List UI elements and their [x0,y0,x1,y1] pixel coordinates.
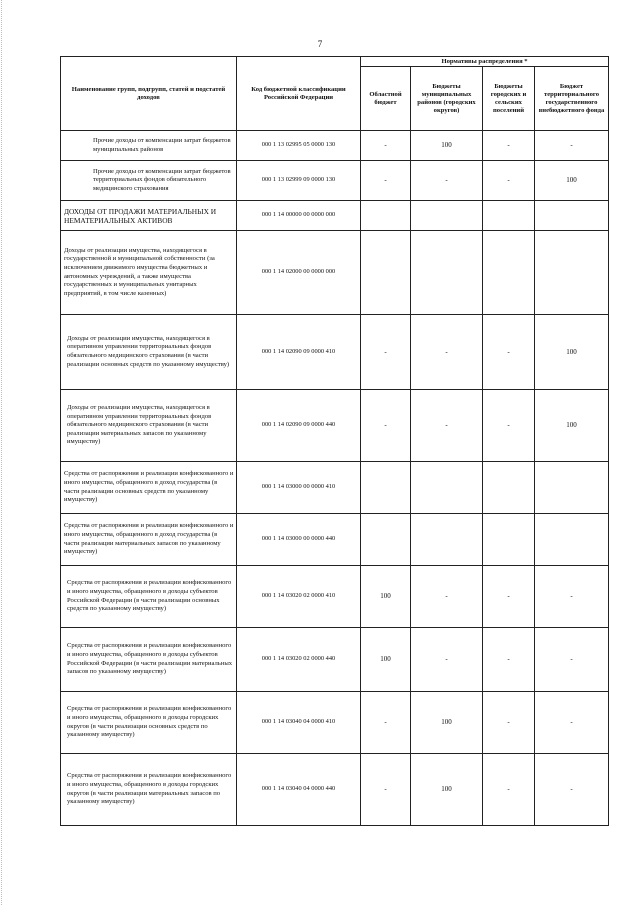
row-municipal: 100 [411,692,483,754]
row-settlements [483,201,535,231]
row-fund [535,462,609,514]
row-code: 000 1 14 03020 02 0000 410 [237,566,361,628]
table-row [61,161,609,201]
row-regional: 100 [361,628,411,692]
revenue-distribution-table [60,56,609,826]
row-name: Средства от распоряжения и реализации конфискованного и иного имущества, обращенного в доходы городских округов (в части реализации материальных запасов по указанному имуществу) [61,754,237,826]
page-number: 7 [317,39,323,49]
row-settlements: - [483,566,535,628]
table-row [61,514,609,566]
table-row [61,462,609,514]
row-regional: - [361,131,411,161]
row-regional: - [361,390,411,462]
row-settlements [483,231,535,315]
row-code: 000 1 14 03040 04 0000 410 [237,692,361,754]
table-row [61,131,609,161]
row-fund [535,201,609,231]
row-municipal [411,201,483,231]
table-row [61,231,609,315]
row-code: 000 1 14 03000 00 0000 410 [237,462,361,514]
row-name: Доходы от реализации имущества, находящегося в оперативном управлении территориальных фондов обязательного медицинского страхования (в части реализации материальных запасов по указанному имуществу) [61,390,237,462]
table-row [61,390,609,462]
table-row [61,201,609,231]
row-municipal: 100 [411,754,483,826]
header-group: Нормативы распределения * [361,57,609,67]
row-name: Доходы от реализации имущества, находящегося в оперативном управлении территориальных фондов обязательного медицинского страхования (в части реализации основных средств по указанному имуществу) [61,315,237,390]
row-settlements: - [483,692,535,754]
row-name: Доходы от реализации имущества, находящегося в государственной и муниципальной собственности (за исключением движимого имущества бюджетных и автономных учреждений, а также имущества государственных и муниципальных унитарных предприятий, в том числе казенных) [61,231,237,315]
table-row [61,628,609,692]
row-name: Средства от распоряжения и реализации конфискованного и иного имущества, обращенного в доход государства (в части реализации материальных запасов по указанному имуществу) [61,514,237,566]
row-code: 000 1 14 03020 02 0000 440 [237,628,361,692]
row-settlements: - [483,754,535,826]
row-regional: - [361,754,411,826]
header-regional: Областной бюджет [361,67,411,131]
row-code: 000 1 14 03000 00 0000 440 [237,514,361,566]
row-municipal: - [411,390,483,462]
table-row [61,692,609,754]
row-code: 000 1 14 03040 04 0000 440 [237,754,361,826]
table-row [61,315,609,390]
row-code: 000 1 13 02999 09 0000 130 [237,161,361,201]
row-municipal [411,231,483,315]
row-settlements [483,462,535,514]
row-municipal: - [411,628,483,692]
row-regional: - [361,692,411,754]
row-regional [361,462,411,514]
row-code: 000 1 14 02090 09 0000 410 [237,315,361,390]
header-name: Наименование групп, подгрупп, статей и подстатей доходов [61,57,237,131]
row-name: Средства от распоряжения и реализации конфискованного и иного имущества, обращенного в доходы городских округов (в части реализации основных средств по указанному имуществу) [61,692,237,754]
row-settlements: - [483,390,535,462]
row-fund: 100 [535,390,609,462]
row-municipal [411,462,483,514]
row-name: ДОХОДЫ ОТ ПРОДАЖИ МАТЕРИАЛЬНЫХ И НЕМАТЕРИАЛЬНЫХ АКТИВОВ [61,201,237,231]
row-fund [535,514,609,566]
row-code: 000 1 13 02995 05 0000 130 [237,131,361,161]
row-name: Средства от распоряжения и реализации конфискованного и иного имущества, обращенного в доходы субъектов Российской Федерации (в части реализации материальных запасов по указанному имуществу) [61,628,237,692]
header-municipal: Бюджеты муниципальных районов (городских округов) [411,67,483,131]
row-code: 000 1 14 00000 00 0000 000 [237,201,361,231]
row-name: Прочие доходы от компенсации затрат бюджетов территориальных фондов обязательного медицинского страхования [61,161,237,201]
scan-edge [1,0,4,905]
row-fund [535,231,609,315]
row-municipal: - [411,566,483,628]
row-regional: - [361,161,411,201]
row-fund: - [535,628,609,692]
row-fund: - [535,692,609,754]
row-fund: 100 [535,161,609,201]
row-regional [361,201,411,231]
row-settlements: - [483,131,535,161]
header-code: Код бюджетной классификации Российской Федерации [237,57,361,131]
table-row [61,754,609,826]
row-settlements: - [483,315,535,390]
row-name: Средства от распоряжения и реализации конфискованного и иного имущества, обращенного в доход государства (в части реализации основных средств по указанному имуществу) [61,462,237,514]
row-regional: - [361,315,411,390]
row-fund: - [535,131,609,161]
row-code: 000 1 14 02000 00 0000 000 [237,231,361,315]
row-regional: 100 [361,566,411,628]
header-settlements: Бюджеты городских и сельских поселений [483,67,535,131]
header-fund: Бюджет территориального государственного внебюджетного фонда [535,67,609,131]
row-fund: - [535,754,609,826]
row-name: Прочие доходы от компенсации затрат бюджетов муниципальных районов [61,131,237,161]
row-fund: - [535,566,609,628]
row-code: 000 1 14 02090 09 0000 440 [237,390,361,462]
row-regional [361,231,411,315]
row-settlements: - [483,161,535,201]
row-municipal [411,514,483,566]
row-municipal: - [411,315,483,390]
row-municipal: 100 [411,131,483,161]
row-fund: 100 [535,315,609,390]
row-settlements: - [483,628,535,692]
row-settlements [483,514,535,566]
table-row [61,566,609,628]
row-regional [361,514,411,566]
row-municipal: - [411,161,483,201]
row-name: Средства от распоряжения и реализации конфискованного и иного имущества, обращенного в доходы субъектов Российской Федерации (в части реализации основных средств по указанному имуществу) [61,566,237,628]
